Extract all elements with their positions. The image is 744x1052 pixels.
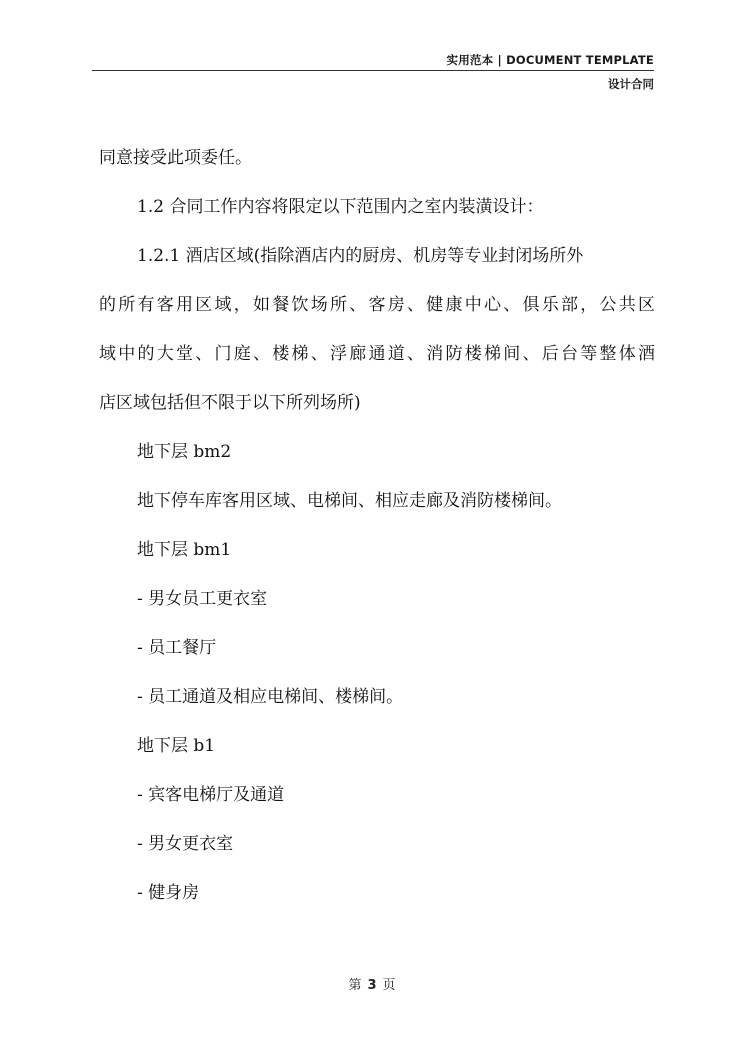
header-title: 实用范本 | DOCUMENT TEMPLATE [446,53,654,67]
floor-heading-bm1: 地下层 bm1 [137,540,232,560]
floor-heading-b1: 地下层 b1 [137,736,216,756]
page-footer [0,974,744,993]
list-item: - 宾客电梯厅及通道 [137,785,285,805]
list-item: - 男女员工更衣室 [137,589,268,609]
list-item: - 男女更衣室 [137,834,234,854]
list-item: - 员工餐厅 [137,638,217,658]
section-1-2-heading: 1.2 合同工作内容将限定以下范围内之室内装潢设计： [137,197,544,217]
list-item: - 健身房 [137,883,200,903]
section-1-2-1-line-4: 店区域包括但不限于以下所列场所) [99,393,361,413]
section-1-2-1-line-2: 的所有客用区域，如餐饮场所、客房、健康中心、俱乐部，公共区 [99,295,655,315]
page-number: 3 [367,978,377,993]
header-divider [92,70,654,71]
page-suffix: 页 [382,978,396,993]
section-1-2-1-line-1: 1.2.1 酒店区域(指除酒店内的厨房、机房等专业封闭场所外 [137,246,584,266]
body-line-continuation: 同意接受此项委任。 [99,148,252,168]
floor-heading-bm2: 地下层 bm2 [137,442,232,462]
floor-bm2-description: 地下停车库客用区域、电梯间、相应走廊及消防楼梯间。 [137,491,562,511]
page-prefix: 第 [348,978,362,993]
section-1-2-1-line-3: 域中的大堂、门庭、楼梯、浮廊通道、消防楼梯间、后台等整体酒 [99,344,655,364]
page-header [92,52,654,96]
document-body [99,134,655,918]
header-subtitle: 设计合同 [608,77,654,91]
list-item: - 员工通道及相应电梯间、楼梯间。 [137,687,404,707]
